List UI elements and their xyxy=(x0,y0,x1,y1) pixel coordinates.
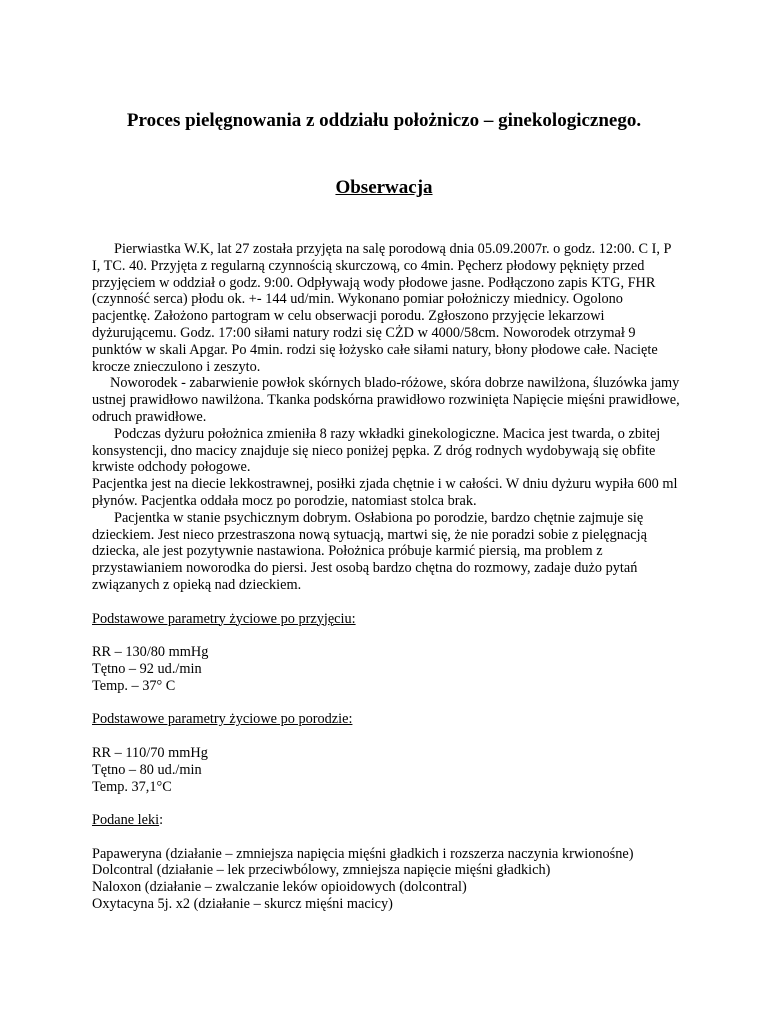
vitals-admission-item: RR – 130/80 mmHg xyxy=(92,644,209,661)
medication-item: Oxytacyna 5j. x2 (działanie – skurcz mięśni macicy) xyxy=(92,896,393,913)
document-title: Proces pielęgnowania z oddziału położniczo – ginekologicznego. xyxy=(126,110,642,131)
medication-item: Naloxon (działanie – zwalczanie leków opioidowych (dolcontral) xyxy=(92,879,467,896)
vitals-birth-item: RR – 110/70 mmHg xyxy=(92,744,208,761)
medications-heading: Podane leki xyxy=(92,812,160,829)
paragraph-admission: Pierwiastka W.K, lat 27 została przyjęta na salę porodową dnia 05.09.2007r. o godz. 12:00. C I, P I, TC. 40. Przyjęta z regularną czynnością skurczową, co 4min. Pęcherz płodowy pęknięty przed przyjęciem w oddział o godz. 9:00. Odpływają wody płodowe jasne. Podłączono zapis KTG, FHR (czynność serca) płodu ok. +- 144 ud/min. Wykonano pomiar położniczy miednicy. Ogolono pacjentkę. Założono partogram w celu obserwacji porodu. Zgłoszono przyjęcie lekarzowi dyżurującemu. Godz. 17:00 siłami natury rodzi się CŻD w 4000/58cm. Noworodek otrzymał 9 punktów w skali Apgar. Po 4min. rodzi się łożysko całe siłami natury, błony płodowe całe. Nacięte krocze znieczulono i zeszyto. xyxy=(92,241,671,375)
vitals-birth-item: Temp. 37,1°C xyxy=(92,778,172,795)
vitals-birth-heading: Podstawowe parametry życiowe po porodzie: xyxy=(92,711,353,728)
spacer xyxy=(92,728,682,745)
medications-heading-colon: : xyxy=(159,812,164,829)
spacer xyxy=(92,795,682,812)
medication-item: Dolcontral (działanie – lek przeciwbólowy, zmniejsza napięcie mięśni gładkich) xyxy=(92,862,551,879)
document-body xyxy=(92,241,682,913)
vitals-admission-item: Temp. – 37° C xyxy=(92,677,176,694)
spacer xyxy=(92,829,682,846)
spacer xyxy=(92,627,682,644)
paragraph-newborn: Noworodek - zabarwienie powłok skórnych blado-różowe, skóra dobrze nawilżona, śluzówka jamy ustnej prawidłowo nawilżona. Tkanka podskórna prawidłowo rozwinięta Napięcie mięśni prawidłowe, odruch prawidłowe. xyxy=(92,375,680,425)
section-heading-observation: Obserwacja xyxy=(335,177,433,198)
paragraph-psychological: Pacjentka w stanie psychicznym dobrym. Osłabiona po porodzie, bardzo chętnie zajmuje się dzieckiem. Jest nieco przestraszona nową sytuacją, martwi się, że nie poradzi sobie z pielęgnacją dziecka, ale jest pozytywnie nastawiona. Położnica próbuje karmić piersią, ma problem z przystawianiem noworodka do piersi. Jest osobą bardzo chętna do rozmowy, zadaje dużo pytań związanych z opieką nad dzieckiem. xyxy=(92,509,647,593)
paragraph-diet: Pacjentka jest na diecie lekkostrawnej, posiłki zjada chętnie i w całości. W dniu dyżuru wypiła 600 ml płynów. Pacjentka oddała mocz po porodzie, natomiast stolca brak. xyxy=(92,476,678,509)
medications-heading-line xyxy=(92,812,682,829)
vitals-birth-item: Tętno – 80 ud./min xyxy=(92,761,202,778)
paragraph-postpartum: Podczas dyżuru położnica zmieniła 8 razy wkładki ginekologiczne. Macica jest twarda, o zbitej konsystencji, dno macicy znajduje się nieco poniżej pępka. Z dróg rodnych wydobywają się obfite krwiste odchody połogowe. xyxy=(92,425,661,476)
vitals-admission-heading: Podstawowe parametry życiowe po przyjęciu: xyxy=(92,610,356,627)
spacer xyxy=(92,695,682,712)
spacer xyxy=(92,594,682,611)
medication-item: Papaweryna (działanie – zmniejsza napięcia mięśni gładkich i rozszerza naczynia krwionośne) xyxy=(92,845,634,862)
vitals-admission-item: Tętno – 92 ud./min xyxy=(92,660,202,677)
